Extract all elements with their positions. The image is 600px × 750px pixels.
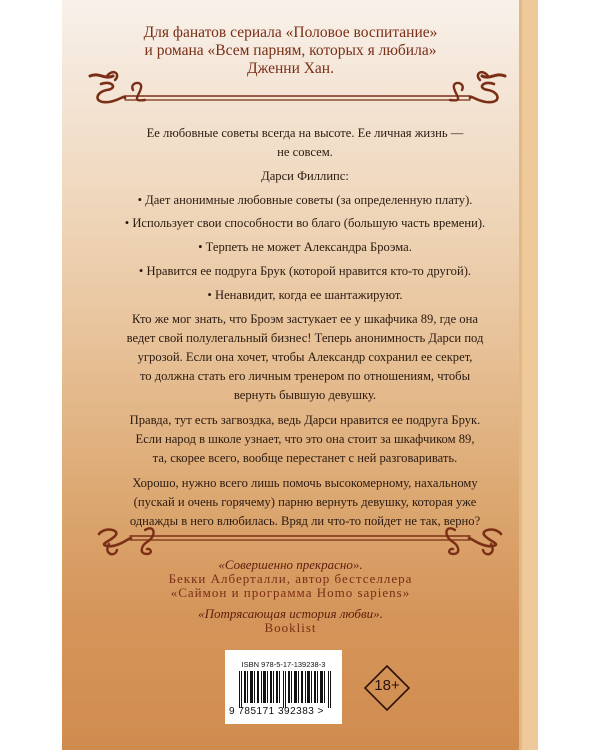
tagline-line: Дженни Хан. — [247, 60, 334, 77]
intro-line: Ее любовные советы всегда на высоте. Ее личная жизнь — — [146, 126, 464, 140]
flourish-divider-icon — [95, 524, 505, 558]
paragraph-line: то должна стать его личным тренером по отношениям, чтобы — [139, 369, 471, 383]
review-1 — [62, 558, 519, 600]
tagline-line: и романа «Всем парням, которых я любила» — [144, 42, 437, 59]
paragraph-line: вернуть бывшую девушку. — [233, 388, 377, 402]
bullet-item: • Нравится ее подруга Брук (которой нравится кто-то другой). — [138, 264, 472, 278]
paragraph-line: та, скорее всего, вообще перестанет с ней разговаривать. — [152, 451, 458, 465]
review-source: «Саймон и программа Homo sapiens» — [170, 585, 411, 600]
paragraph-line: (пускай и очень горячему) парню вернуть девушку, которая уже — [133, 495, 477, 509]
review-2 — [62, 607, 519, 635]
intro-line: не совсем. — [277, 145, 333, 159]
flourish-divider-icon — [85, 70, 510, 110]
bullet-item: • Терпеть не может Александра Броэма. — [198, 240, 412, 254]
review-quote: «Совершенно прекрасно». — [218, 557, 363, 572]
character-name: Дарси Филлипс: — [261, 169, 349, 183]
bullet-item: • Ненавидит, когда ее шантажируют. — [207, 288, 403, 302]
paragraph-line: угрозой. Если она хочет, чтобы Александр сохранил ее секрет, — [137, 350, 473, 364]
book-spine-strip — [519, 0, 538, 750]
review-quote: «Потрясающая история любви». — [198, 606, 383, 621]
paragraph-line: Кто же мог знать, что Броэм застукает ее у шкафчика 89, где она — [132, 312, 478, 326]
paragraph-line: Хорошо, нужно всего лишь помочь высокомерному, нахальному — [132, 476, 478, 490]
isbn-label: ISBN 978-5-17-139238-3 — [241, 660, 326, 669]
bullet-item: • Использует свои способности во благо (большую часть времени). — [124, 216, 486, 230]
age-rating: 18+ — [374, 677, 400, 694]
barcode-digits: 9 785171 392383 > — [229, 706, 324, 717]
paragraph-line: ведет свой полулегальный бизнес! Теперь анонимность Дарси под — [126, 331, 484, 345]
isbn-barcode — [225, 650, 342, 724]
review-source: Бекки Алберталли, автор бестселлера — [168, 571, 413, 586]
tagline-line: Для фанатов сериала «Половое воспитание» — [143, 24, 438, 41]
barcode-icon — [239, 671, 331, 708]
review-source: Booklist — [264, 620, 317, 635]
paragraph-line: однажды в него влюбилась. Вряд ли что-то пойдет не так, верно? — [129, 514, 481, 528]
paragraph-line: Если народ в школе узнает, что это она стоит за шкафчиком 89, — [135, 432, 475, 446]
paragraph-line: Правда, тут есть загвоздка, ведь Дарси нравится ее подруга Брук. — [129, 413, 481, 427]
bullet-item: • Дает анонимные любовные советы (за определенную плату). — [137, 193, 473, 207]
